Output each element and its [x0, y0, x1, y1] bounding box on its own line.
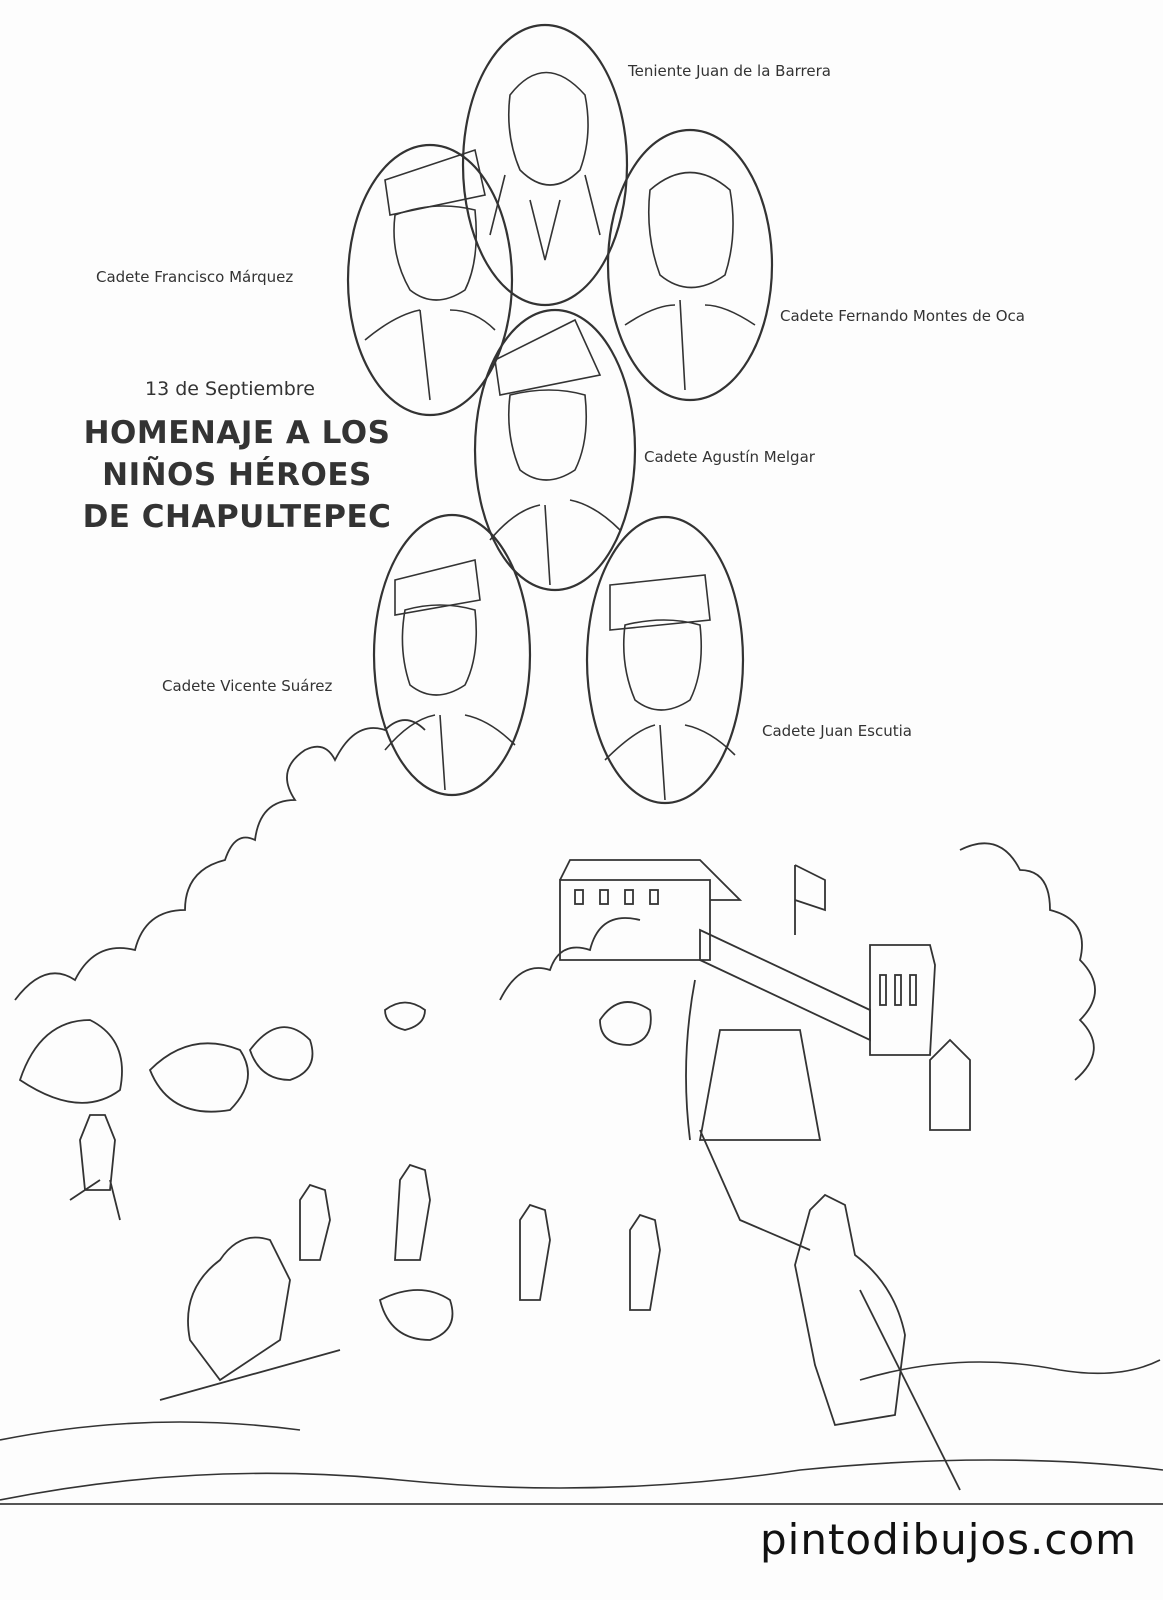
- portrait-melgar: [490, 320, 620, 585]
- label-melgar: Cadete Agustín Melgar: [644, 448, 815, 466]
- label-escutia: Cadete Juan Escutia: [762, 722, 912, 740]
- portrait-suarez: [385, 560, 515, 790]
- footer-divider: [0, 1503, 1163, 1505]
- soldiers: [70, 980, 960, 1490]
- label-barrera: Teniente Juan de la Barrera: [628, 62, 831, 80]
- page-title: [78, 412, 396, 538]
- rocks: [20, 1002, 651, 1112]
- portrait-escutia: [605, 575, 735, 800]
- title-line-1: HOMENAJE A LOS: [83, 415, 391, 451]
- portrait-marquez: [365, 150, 495, 400]
- title-line-2: NIÑOS HÉROES: [102, 457, 372, 493]
- label-suarez: Cadete Vicente Suárez: [162, 677, 333, 695]
- label-montes-de-oca: Cadete Fernando Montes de Oca: [780, 307, 1025, 325]
- site-watermark: pintodibujos.com: [760, 1515, 1138, 1564]
- date-line: 13 de Septiembre: [145, 378, 315, 400]
- smoke-clouds: [15, 720, 1095, 1080]
- portrait-montes-de-oca: [625, 173, 755, 391]
- label-marquez: Cadete Francisco Márquez: [96, 268, 294, 286]
- castle: [560, 860, 970, 1140]
- ground-lines: [0, 1360, 1163, 1500]
- title-line-3: DE CHAPULTEPEC: [82, 499, 392, 535]
